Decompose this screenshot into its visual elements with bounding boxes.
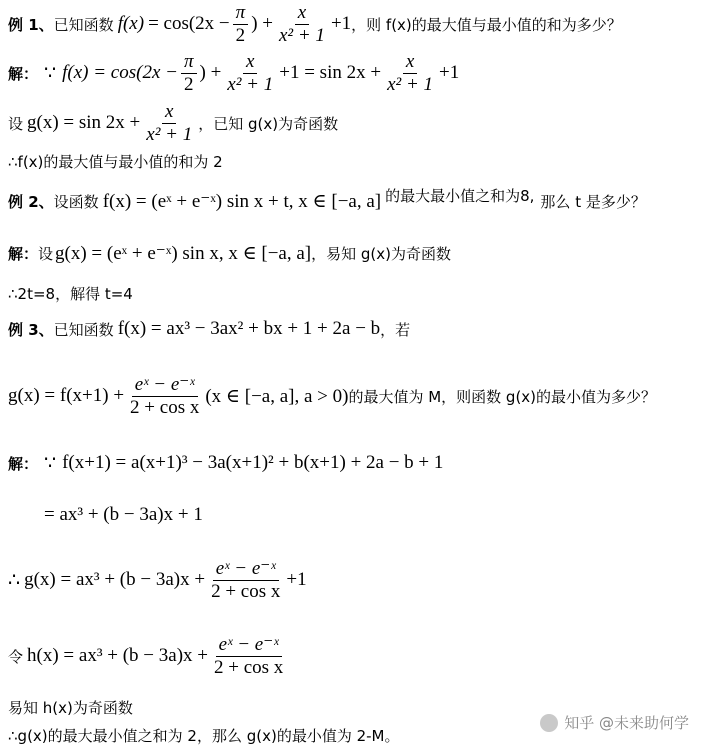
- solution-3-line: [8, 448, 443, 478]
- solution-1-b: ) +: [199, 62, 222, 83]
- solution-3c-prefix: ∴: [8, 569, 21, 591]
- example-2-question: 的最大最小值之和为8,: [385, 186, 535, 205]
- solution-3b-line: [44, 500, 203, 530]
- set-g-suffix: ，已知 g(x)为奇函数: [198, 114, 339, 133]
- example-1-frac-pi: $\frac{\pi}{2}$: [233, 2, 249, 47]
- solution-3d-prefix: 令: [8, 647, 24, 666]
- example-3-g-line: [8, 370, 656, 422]
- example-3-g-frac: $\frac{\text{eˣ − e⁻ˣ}}{\text{2 + cos x}}$: [130, 373, 200, 418]
- watermark: [540, 712, 689, 733]
- solution-3-because: ∵: [44, 452, 57, 474]
- example-2-intro: 设函数: [53, 192, 99, 211]
- example-1-close: ) +: [251, 13, 273, 34]
- solution-2-label: 解：: [8, 244, 39, 263]
- example-1-label: 例 1、: [8, 15, 54, 34]
- solution-1-because: ∵: [44, 62, 57, 84]
- solution-3d-line: [8, 628, 289, 684]
- solution-3b-expr: = ax³ + (b − 3a)x + 1: [44, 504, 203, 525]
- solution-1-frac-x2: $\frac{x}{\text{x² + 1}}$: [387, 50, 434, 95]
- conclusion-3b: ∴g(x)的最大最小值之和为 2，那么 g(x)的最小值为 2-M。: [8, 726, 400, 745]
- example-1-expr: = cos(2x −: [148, 13, 230, 34]
- solution-3-expr: f(x+1) = a(x+1)³ − 3a(x+1)² + b(x+1) + 2a − b + 1: [62, 452, 444, 473]
- example-2-expr: f(x) = (eˣ + e⁻ˣ) sin x + t, x ∈ [−a, a]: [102, 190, 382, 212]
- conclusion-2: ∴2t=8，解得 t=4: [8, 284, 133, 303]
- set-g-prefix: 设: [8, 114, 24, 133]
- example-1-fx: f(x): [117, 13, 145, 34]
- solution-3c-expr: g(x) = ax³ + (b − 3a)x +: [24, 569, 206, 590]
- solution-2-suffix: ，易知 g(x)为奇函数: [311, 244, 451, 263]
- solution-3-label: 解：: [8, 454, 39, 473]
- solution-3c-tail: +1: [286, 569, 307, 590]
- solution-1-frac-x: $\frac{x}{\text{x² + 1}}$: [227, 50, 274, 95]
- example-2-line: [8, 186, 646, 216]
- solution-1-frac-pi: $\frac{\pi}{2}$: [181, 51, 197, 96]
- example-3-line: [8, 314, 410, 344]
- watermark-text: 知乎 @未来助何学: [564, 714, 689, 732]
- example-3-expr: f(x) = ax³ − 3ax² + bx + 1 + 2a − b: [117, 318, 381, 339]
- example-3-g-expr: g(x) = f(x+1) +: [8, 385, 125, 406]
- solution-1-line: [8, 50, 459, 96]
- conclusion-3a: 易知 h(x)为奇函数: [8, 698, 133, 717]
- solution-3d-frac: $\frac{\text{eˣ − e⁻ˣ}}{\text{2 + cos x}}$: [214, 633, 284, 678]
- set-g-frac: $\frac{x}{\text{x² + 1}}$: [146, 100, 193, 145]
- solution-3d-expr: h(x) = ax³ + (b − 3a)x +: [27, 645, 208, 666]
- example-1-frac-x: $\frac{x}{\text{x² + 1}}$: [278, 1, 325, 46]
- solution-2-line: [8, 238, 451, 268]
- example-2-question-2: 那么 t 是多少？: [540, 192, 646, 211]
- example-1-question: ，则 f(x)的最大值与最小值的和为多少？: [351, 15, 622, 34]
- example-3-suffix: ，若: [380, 320, 411, 339]
- avatar-icon: [540, 714, 558, 732]
- solution-3c-line: [8, 552, 307, 608]
- example-1-intro: 已知函数: [53, 15, 114, 34]
- set-g-expr: g(x) = sin 2x +: [27, 112, 141, 133]
- solution-3c-frac: $\frac{\text{eˣ − e⁻ˣ}}{\text{2 + cos x}}$: [211, 557, 281, 602]
- set-g-line: [8, 100, 338, 146]
- conclusion-1: ∴f(x)的最大值与最小值的和为 2: [8, 152, 223, 171]
- example-3-label: 例 3、: [8, 320, 54, 339]
- example-3-g-question: 的最大值为 M，则函数 g(x)的最小值为多少？: [348, 387, 657, 406]
- solution-1-label: 解：: [8, 64, 39, 83]
- solution-1-d: +1: [439, 62, 460, 83]
- solution-1-c: +1 = sin 2x +: [279, 62, 382, 83]
- example-3-intro: 已知函数: [53, 320, 114, 339]
- solution-2-expr: g(x) = (eˣ + e⁻ˣ) sin x, x ∈ [−a, a]: [55, 242, 312, 264]
- solution-2-text: 设: [38, 244, 54, 263]
- solution-1-a: f(x) = cos(2x −: [62, 62, 178, 83]
- example-3-g-domain: (x ∈ [−a, a], a > 0): [205, 385, 349, 407]
- example-2-label: 例 2、: [8, 192, 54, 211]
- example-1-tail: +1: [330, 13, 352, 34]
- example-1-line: [8, 2, 622, 46]
